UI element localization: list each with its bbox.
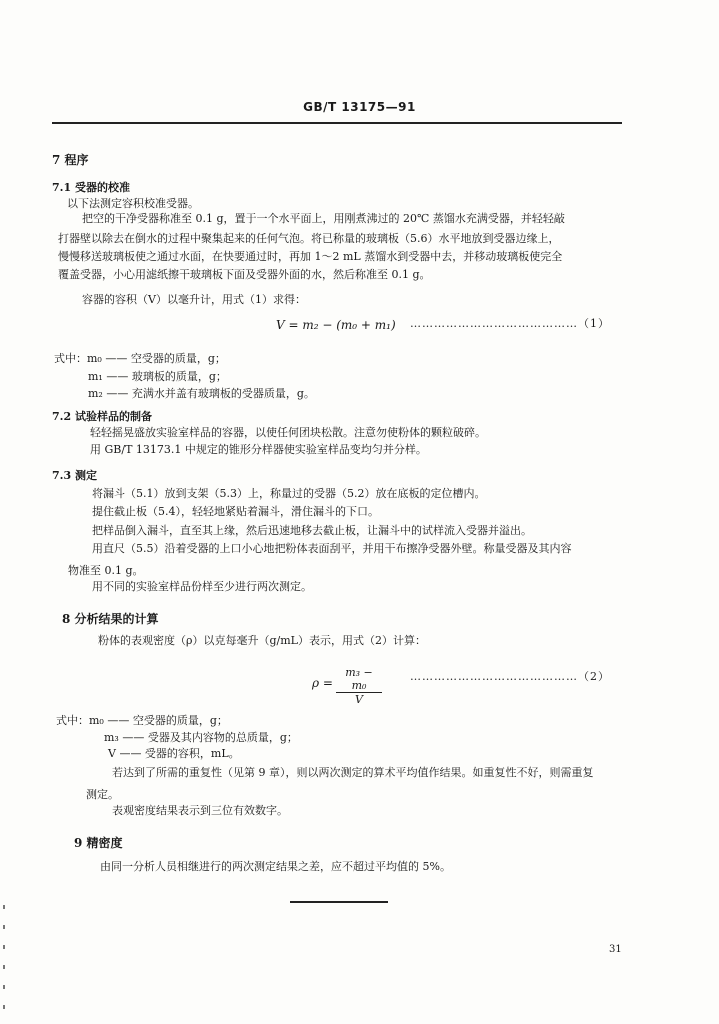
scan-edge-mark	[3, 985, 5, 989]
equation-2-lhs: ρ =	[312, 676, 333, 690]
section-8-title: 8 分析结果的计算	[62, 612, 159, 626]
s71-para-line-4: 覆盖受器，小心用滤纸擦干玻璃板下面及受器外面的水，然后称准至 0.1 g。	[58, 268, 431, 281]
equation-2-fraction	[336, 666, 382, 706]
s73-line-4: 用直尺（5.5）沿着受器的上口小心地把粉体表面刮平，并用干布擦净受器外壁。称量受器及其内容	[92, 542, 572, 555]
section-7-3-title: 7.3 测定	[52, 469, 97, 482]
s71-intro: 以下法测定容积校准受器。	[67, 197, 199, 210]
s73-line-5: 物准至 0.1 g。	[68, 564, 144, 577]
scan-edge-mark	[3, 945, 5, 949]
section-7-2-title: 7.2 试验样品的制备	[52, 410, 152, 423]
s9-line-1: 由同一分析人员相继进行的两次测定结果之差，应不超过平均值的 5%。	[100, 860, 451, 873]
header-rule	[52, 122, 622, 124]
scan-edge-mark	[3, 925, 5, 929]
s71-volume-text: 容器的容积（V）以毫升计，用式（1）求得：	[82, 293, 306, 306]
equation-1-number: ……………………………………（1）	[410, 317, 610, 330]
s8-line-1: 若达到了所需的重复性（见第 9 章），则以两次测定的算术平均值作结果。如重复性不好，则需重复	[112, 766, 594, 779]
s72-line-2: 用 GB/T 13173.1 中规定的锥形分样器使实验室样品变均匀并分样。	[90, 443, 427, 456]
s72-line-1: 轻轻摇晃盛放实验室样品的容器，以使任何团块松散。注意勿使粉体的颗粒破碎。	[90, 426, 486, 439]
scan-edge-mark	[3, 1005, 5, 1009]
equation-2-numerator: m₃ − m₀	[336, 666, 382, 693]
s71-where: 式中：m₀ —— 空受器的质量，g；	[54, 352, 226, 365]
s8-where-m3: m₃ —— 受器及其内容物的总质量，g；	[104, 731, 298, 744]
s8-where-v: V —— 受器的容积，mL。	[108, 747, 240, 760]
equation-2-denominator: V	[355, 693, 363, 706]
s71-para-line-1: 把空的干净受器称准至 0.1 g，置于一个水平面上，用刚煮沸过的 20℃ 蒸馏水充满受器，并轻轻敲	[82, 212, 565, 225]
section-9-title: 9 精密度	[74, 836, 123, 850]
scan-edge-mark	[3, 965, 5, 969]
s71-para-line-2: 打器壁以除去在倒水的过程中聚集起来的任何气泡。将已称量的玻璃板（5.6）水平地放到受器边缘上，	[58, 232, 560, 245]
s73-line-6: 用不同的实验室样品份样至少进行两次测定。	[92, 580, 312, 593]
s8-where: 式中：m₀ —— 空受器的质量，g；	[56, 714, 228, 727]
s73-line-2: 提住截止板（5.4），轻轻地紧贴着漏斗，滑住漏斗的下口。	[92, 505, 379, 518]
equation-2-number: ……………………………………（2）	[410, 670, 610, 683]
s71-where-m1: m₁ —— 玻璃板的质量，g；	[88, 370, 227, 383]
s8-intro: 粉体的表观密度（ρ）以克每毫升（g/mL）表示，用式（2）计算：	[98, 634, 426, 647]
scan-edge-mark	[3, 905, 5, 909]
page-number: 31	[609, 944, 622, 955]
s8-line-3: 表观密度结果表示到三位有效数字。	[112, 804, 288, 817]
section-7-1-title: 7.1 受器的校准	[52, 181, 130, 194]
end-rule	[290, 901, 388, 903]
s71-where-m2: m₂ —— 充满水并盖有玻璃板的受器质量，g。	[88, 387, 315, 400]
s8-line-2: 测定。	[86, 788, 119, 801]
section-7-title: 7 程序	[52, 153, 89, 167]
s71-para-line-3: 慢慢移送玻璃板使之通过水面，在快要通过时，再加 1～2 mL 蒸馏水到受器中去，并移动玻璃板使完全	[58, 250, 563, 263]
standard-header: GB/T 13175—91	[303, 100, 416, 114]
equation-1: V = m₂ − (m₀ + m₁)	[276, 318, 396, 332]
s73-line-3: 把样品倒入漏斗，直至其上缘，然后迅速地移去截止板，让漏斗中的试样流入受器并溢出。	[92, 524, 532, 537]
s73-line-1: 将漏斗（5.1）放到支架（5.3）上，称量过的受器（5.2）放在底板的定位槽内。	[92, 487, 486, 500]
